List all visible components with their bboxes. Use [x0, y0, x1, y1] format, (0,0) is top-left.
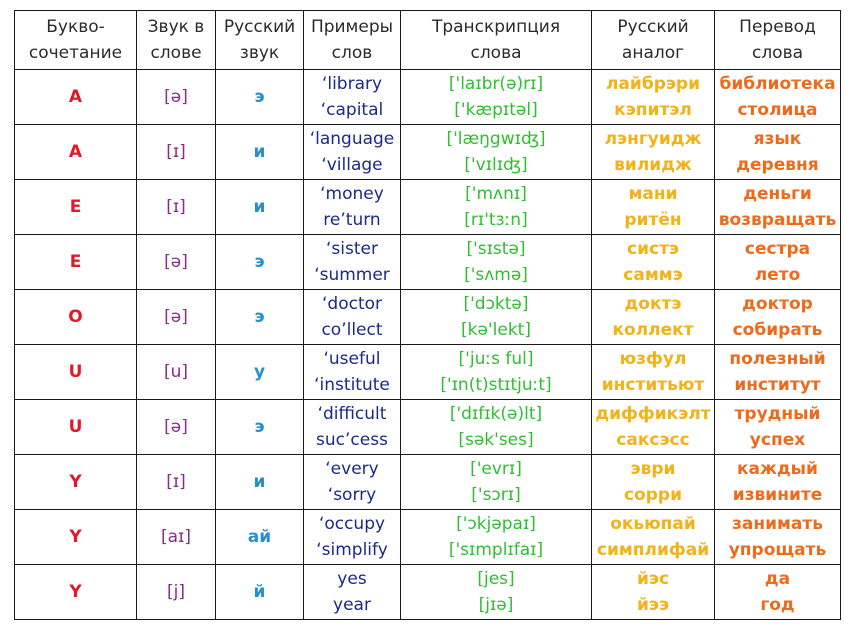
russian-sound-cell: э [216, 400, 304, 455]
russian-analog-cell [592, 235, 715, 290]
translation-line: трудный [734, 404, 821, 424]
analog-line: вилидж [614, 155, 692, 175]
transcription-cell [401, 510, 592, 565]
translation-cell [715, 235, 841, 290]
transcription-line: [jɪə] [478, 595, 514, 615]
examples-line: ‘sister [326, 239, 378, 259]
examples-cell [304, 70, 401, 125]
sound-cell: [aɪ] [137, 510, 216, 565]
russian-analog-cell [592, 290, 715, 345]
transcription-line: ['mʌnɪ] [465, 184, 527, 204]
examples-line: ‘sorry [327, 485, 377, 505]
transcription-line: [jes] [477, 569, 515, 589]
translation-line: полезный [729, 349, 826, 369]
examples-line: ‘village [321, 155, 383, 175]
table-row [15, 125, 841, 180]
letter-cell: E [15, 235, 137, 290]
sound-cell: [u] [137, 345, 216, 400]
letter-cell: U [15, 400, 137, 455]
header-translation: Перевод слова [715, 11, 841, 70]
translation-cell [715, 180, 841, 235]
transcription-cell [401, 125, 592, 180]
letter-cell: U [15, 345, 137, 400]
translation-line: лето [754, 265, 801, 285]
header-russian-analog: Русский аналог [592, 11, 715, 70]
translation-line: занимать [732, 514, 823, 534]
transcription-line: ['laɪbr(ə)rɪ] [448, 74, 544, 94]
translation-line: год [760, 595, 795, 615]
transcription-cell [401, 235, 592, 290]
russian-sound-cell: э [216, 70, 304, 125]
russian-analog-cell [592, 565, 715, 620]
examples-line: ‘simplify [316, 540, 388, 560]
examples-line: ‘difficult [317, 404, 387, 424]
translation-line: столица [737, 100, 818, 120]
russian-sound-cell: и [216, 455, 304, 510]
table-row [15, 180, 841, 235]
analog-line: саксэсс [616, 430, 690, 450]
translation-cell [715, 70, 841, 125]
transcription-line: [kə'lekt] [461, 320, 531, 340]
header-letter-combination: Букво- сочетание [15, 11, 137, 70]
examples-cell [304, 510, 401, 565]
sound-cell: [ə] [137, 70, 216, 125]
russian-sound-cell: и [216, 180, 304, 235]
examples-cell [304, 345, 401, 400]
translation-line: извините [732, 485, 823, 505]
analog-line: юзфул [619, 349, 687, 369]
russian-sound-cell: э [216, 290, 304, 345]
transcription-cell [401, 455, 592, 510]
transcription-cell [401, 180, 592, 235]
examples-line: yes [337, 569, 367, 589]
russian-sound-cell: ай [216, 510, 304, 565]
letter-cell: E [15, 180, 137, 235]
transcription-line: ['sɪmplɪfaɪ] [448, 540, 544, 560]
analog-line: саммэ [623, 265, 683, 285]
russian-analog-cell [592, 455, 715, 510]
translation-cell [715, 455, 841, 510]
table-row [15, 70, 841, 125]
analog-line: диффикэлт [595, 404, 711, 424]
transcription-line: [rɪ'tɜːn] [464, 210, 528, 230]
letter-cell: Y [15, 510, 137, 565]
translation-line: институт [734, 375, 821, 395]
examples-line: ‘occupy [318, 514, 386, 534]
translation-line: язык [753, 129, 802, 149]
examples-line: ‘money [320, 184, 384, 204]
transcription-line: ['juːs ful] [458, 349, 534, 369]
examples-line: ‘language [309, 129, 395, 149]
letter-cell: A [15, 125, 137, 180]
analog-line: ритён [624, 210, 682, 230]
transcription-line: ['læŋgwɪʤ] [446, 129, 546, 149]
analog-line: инститьют [601, 375, 705, 395]
letter-cell: O [15, 290, 137, 345]
russian-sound-cell: у [216, 345, 304, 400]
header-russian-sound: Русский звук [216, 11, 304, 70]
table-row [15, 455, 841, 510]
sound-cell: [ɪ] [137, 455, 216, 510]
russian-analog-cell [592, 400, 715, 455]
examples-line: co’llect [321, 320, 383, 340]
header-sound-in-word: Звук в слове [137, 11, 216, 70]
translation-line: деревня [736, 155, 819, 175]
translation-line: успех [749, 430, 806, 450]
examples-cell [304, 125, 401, 180]
sound-cell: [ɪ] [137, 125, 216, 180]
transcription-cell [401, 70, 592, 125]
transcription-line: ['kæpɪtəl] [454, 100, 538, 120]
examples-cell [304, 455, 401, 510]
analog-line: кэпитэл [614, 100, 692, 120]
examples-cell [304, 290, 401, 345]
translation-line: каждый [737, 459, 818, 479]
letter-cell: Y [15, 455, 137, 510]
translation-cell [715, 400, 841, 455]
transcription-line: ['sɪstə] [466, 239, 526, 259]
table-row [15, 400, 841, 455]
analog-line: лэнгуидж [604, 129, 702, 149]
examples-line: re’turn [323, 210, 381, 230]
translation-line: упрощать [728, 540, 827, 560]
russian-sound-cell: и [216, 125, 304, 180]
analog-line: систэ [627, 239, 679, 259]
russian-sound-cell: э [216, 235, 304, 290]
translation-line: доктор [742, 294, 813, 314]
analog-line: симплифай [596, 540, 710, 560]
transcription-line: ['dɪfɪk(ə)lt] [449, 404, 543, 424]
transcription-line: [sək'ses] [458, 430, 534, 450]
letter-cell: A [15, 70, 137, 125]
translation-line: сестра [744, 239, 811, 259]
translation-cell [715, 565, 841, 620]
analog-line: эври [630, 459, 676, 479]
transcription-cell [401, 400, 592, 455]
examples-line: ‘useful [323, 349, 381, 369]
russian-sound-cell: й [216, 565, 304, 620]
examples-line: year [333, 595, 371, 615]
header-transcription: Транскрипция слова [401, 11, 592, 70]
examples-cell [304, 180, 401, 235]
analog-line: йээ [636, 595, 670, 615]
analog-line: мани [628, 184, 678, 204]
transcription-line: ['ɔkjəpaɪ] [456, 514, 536, 534]
table-row [15, 235, 841, 290]
transcription-cell [401, 290, 592, 345]
analog-line: доктэ [624, 294, 682, 314]
transcription-line: ['sɔrɪ] [471, 485, 521, 505]
table-row [15, 290, 841, 345]
table-row [15, 565, 841, 620]
sound-cell: [ɪ] [137, 180, 216, 235]
translation-line: возвращать [718, 210, 837, 230]
sound-cell: [j] [137, 565, 216, 620]
letter-cell: Y [15, 565, 137, 620]
transcription-line: ['dɔktə] [463, 294, 529, 314]
header-row [15, 11, 841, 70]
table-row [15, 345, 841, 400]
sound-cell: [ə] [137, 290, 216, 345]
examples-line: suc’cess [316, 430, 388, 450]
analog-line: йэс [636, 569, 670, 589]
translation-line: библиотека [719, 74, 836, 94]
examples-line: ‘summer [314, 265, 390, 285]
transcription-cell [401, 345, 592, 400]
russian-analog-cell [592, 510, 715, 565]
russian-analog-cell [592, 125, 715, 180]
analog-line: коллект [612, 320, 694, 340]
russian-analog-cell [592, 180, 715, 235]
analog-line: сорри [623, 485, 682, 505]
sound-cell: [ə] [137, 235, 216, 290]
examples-line: ‘doctor [322, 294, 382, 314]
translation-cell [715, 345, 841, 400]
translation-line: да [764, 569, 791, 589]
translation-line: собирать [732, 320, 823, 340]
analog-line: лайбрэри [605, 74, 701, 94]
header-word-examples: Примеры слов [304, 11, 401, 70]
analog-line: окьюпай [610, 514, 696, 534]
transcription-line: ['sʌmə] [464, 265, 528, 285]
translation-cell [715, 290, 841, 345]
translation-cell [715, 125, 841, 180]
examples-cell [304, 565, 401, 620]
sound-cell: [ə] [137, 400, 216, 455]
examples-cell [304, 400, 401, 455]
translation-line: деньги [743, 184, 812, 204]
examples-cell [304, 235, 401, 290]
transcription-line: ['ɪn(t)stɪtjuːt] [440, 375, 552, 395]
table-row [15, 510, 841, 565]
translation-cell [715, 510, 841, 565]
examples-line: ‘capital [320, 100, 384, 120]
transcription-line: ['vɪlɪʤ] [464, 155, 528, 175]
transcription-line: ['evrɪ] [470, 459, 522, 479]
pronunciation-table [14, 10, 841, 620]
examples-line: ‘library [321, 74, 383, 94]
russian-analog-cell [592, 70, 715, 125]
examples-line: ‘every [325, 459, 379, 479]
examples-line: ‘institute [314, 375, 390, 395]
russian-analog-cell [592, 345, 715, 400]
transcription-cell [401, 565, 592, 620]
